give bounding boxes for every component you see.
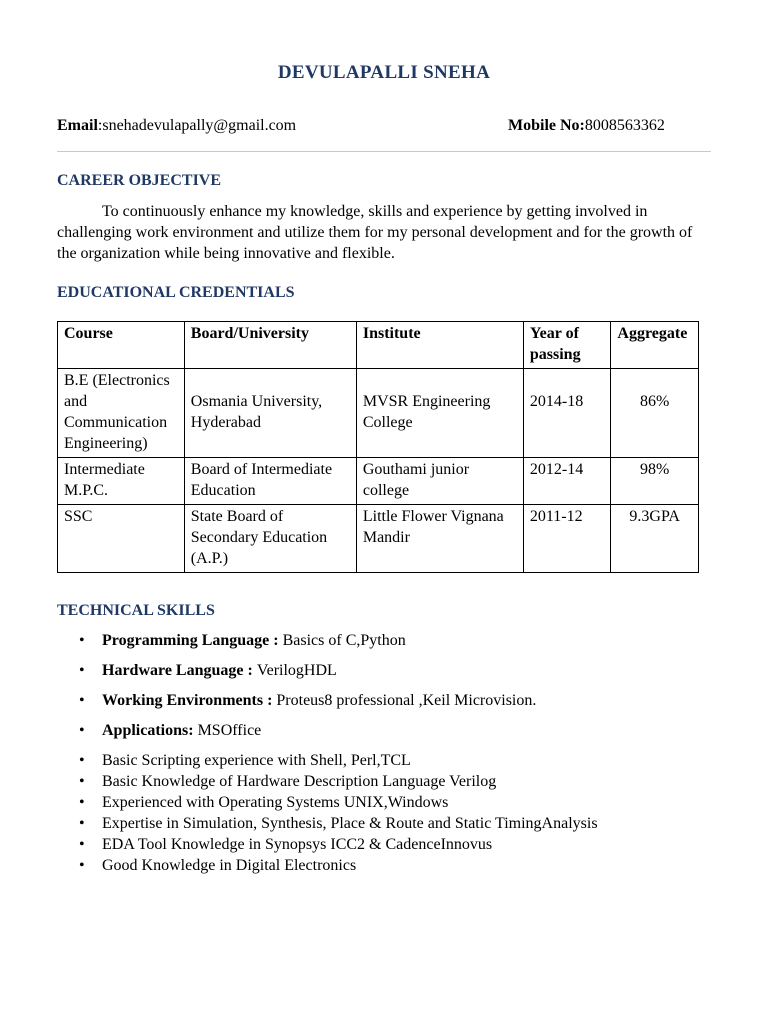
list-item bbox=[57, 690, 709, 720]
table-row bbox=[58, 505, 699, 573]
bullet-icon: • bbox=[79, 857, 85, 874]
education-table bbox=[57, 321, 699, 573]
skill-label: Programming Language : bbox=[102, 632, 283, 649]
technical-skills-heading: TECHNICAL SKILLS bbox=[57, 602, 215, 619]
email-value: :snehadevulapally@gmail.com bbox=[97, 117, 297, 134]
skill-label: Working Environments : bbox=[102, 692, 277, 709]
email-label: Email bbox=[57, 117, 98, 134]
header-divider bbox=[57, 151, 711, 152]
cell-board: Osmania University, Hyderabad bbox=[184, 369, 356, 458]
skill-value: VerilogHDL bbox=[256, 662, 337, 679]
skill-label: Hardware Language : bbox=[102, 662, 257, 679]
bullet-icon: • bbox=[79, 692, 85, 709]
cell-course: SSC bbox=[58, 505, 185, 573]
cell-board: Board of Intermediate Education bbox=[184, 458, 356, 505]
list-item bbox=[57, 720, 709, 750]
column-header-year: Year of passing bbox=[523, 322, 611, 369]
career-objective-text: To continuously enhance my knowledge, skills and experience by getting involved in challenging work environment and utilize them for my personal development and for the growth of the organization while being innovative and flexible. bbox=[57, 203, 693, 262]
email-line bbox=[57, 117, 296, 135]
skill-label: Applications: bbox=[102, 722, 198, 739]
bullet-icon: • bbox=[79, 662, 85, 679]
list-item bbox=[57, 771, 709, 792]
bullet-icon: • bbox=[79, 722, 85, 739]
cell-course: Intermediate M.P.C. bbox=[58, 458, 185, 505]
cell-year: 2012-14 bbox=[523, 458, 611, 505]
bullet-icon: • bbox=[79, 632, 85, 649]
education-heading: EDUCATIONAL CREDENTIALS bbox=[57, 284, 295, 301]
table-row bbox=[58, 458, 699, 505]
cell-board: State Board of Secondary Education (A.P.) bbox=[184, 505, 356, 573]
mobile-line bbox=[508, 117, 665, 135]
cell-aggregate: 86% bbox=[611, 369, 699, 458]
skill-value: MSOffice bbox=[197, 722, 262, 739]
column-header-course: Course bbox=[58, 322, 185, 369]
technical-skills-list bbox=[57, 630, 709, 876]
skill-value: Proteus8 professional ,Keil Microvision. bbox=[276, 692, 537, 709]
list-item bbox=[57, 792, 709, 813]
bullet-icon: • bbox=[79, 815, 85, 832]
skill-text: EDA Tool Knowledge in Synopsys ICC2 & CadenceInnovus bbox=[102, 836, 493, 853]
career-objective-heading: CAREER OBJECTIVE bbox=[57, 172, 222, 189]
skill-text: Basic Scripting experience with Shell, Perl,TCL bbox=[102, 752, 411, 769]
cell-year: 2014-18 bbox=[523, 369, 611, 458]
list-item bbox=[57, 813, 709, 834]
cell-institute: Gouthami junior college bbox=[356, 458, 523, 505]
skill-text: Good Knowledge in Digital Electronics bbox=[102, 857, 357, 874]
column-header-board: Board/University bbox=[184, 322, 356, 369]
column-header-institute: Institute bbox=[356, 322, 523, 369]
list-item bbox=[57, 834, 709, 855]
skill-text: Experienced with Operating Systems UNIX,Windows bbox=[102, 794, 449, 811]
list-item bbox=[57, 630, 709, 660]
cell-year: 2011-12 bbox=[523, 505, 611, 573]
mobile-label: Mobile No: bbox=[508, 117, 585, 134]
skill-value: Basics of C,Python bbox=[282, 632, 406, 649]
contact-row bbox=[57, 117, 711, 139]
bullet-icon: • bbox=[79, 836, 85, 853]
cell-institute: MVSR Engineering College bbox=[356, 369, 523, 458]
table-row bbox=[58, 369, 699, 458]
cell-institute: Little Flower Vignana Mandir bbox=[356, 505, 523, 573]
bullet-icon: • bbox=[79, 773, 85, 790]
skill-text: Expertise in Simulation, Synthesis, Place & Route and Static TimingAnalysis bbox=[102, 815, 598, 832]
list-item bbox=[57, 855, 709, 876]
table-header-row bbox=[58, 322, 699, 369]
bullet-icon: • bbox=[79, 794, 85, 811]
bullet-icon: • bbox=[79, 752, 85, 769]
candidate-name: DEVULAPALLI SNEHA bbox=[277, 62, 491, 83]
list-item bbox=[57, 750, 709, 771]
skill-text: Basic Knowledge of Hardware Description Language Verilog bbox=[102, 773, 497, 790]
mobile-value: 8008563362 bbox=[584, 117, 665, 134]
column-header-aggregate: Aggregate bbox=[611, 322, 699, 369]
cell-aggregate: 9.3GPA bbox=[611, 505, 699, 573]
list-item bbox=[57, 660, 709, 690]
cell-course: B.E (Electronics and Communication Engineering) bbox=[58, 369, 185, 458]
cell-aggregate: 98% bbox=[611, 458, 699, 505]
